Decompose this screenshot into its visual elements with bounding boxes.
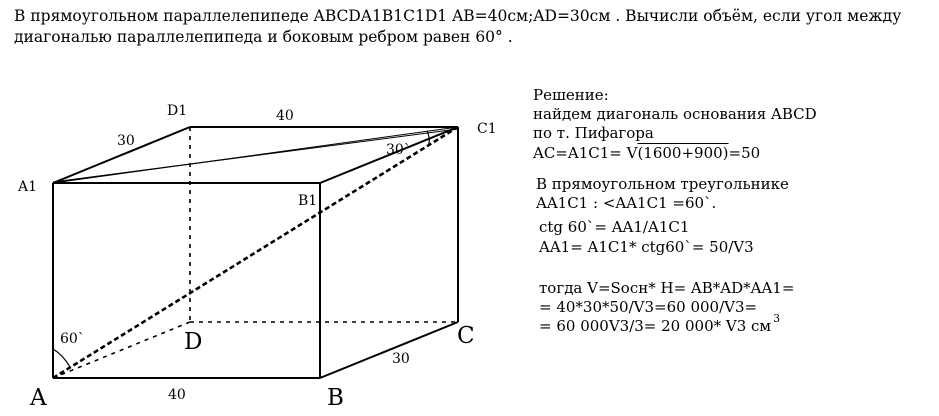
angle-arc-a bbox=[53, 349, 70, 367]
vertex-label-a: A bbox=[30, 385, 47, 411]
vertex-label-b1: B1 bbox=[298, 193, 318, 209]
vertex-label-c: C bbox=[457, 323, 475, 349]
vertex-label-d1: D1 bbox=[167, 103, 188, 119]
volume-line-3 bbox=[539, 312, 781, 337]
edge-b-c bbox=[320, 322, 458, 378]
vertex-label-d: D bbox=[184, 329, 203, 355]
solution-step-1: найдем диагональ основания ABCD bbox=[533, 105, 817, 123]
edge-label-d1-c1: 40 bbox=[276, 108, 294, 124]
step3-prefix: AC=A1C1= V bbox=[533, 144, 638, 162]
solution-step-2: по т. Пифагора bbox=[533, 124, 654, 142]
aa1-line: AA1= A1C1* ctg60`= 50/V3 bbox=[539, 238, 754, 256]
step3-radicand: (1600+900) bbox=[637, 144, 729, 162]
volume-line-1: тогда V=Sосн* H= AB*AD*AA1= bbox=[539, 279, 795, 297]
triangle-name: AA1C1 : <AA1C1 =60`. bbox=[536, 194, 717, 212]
angle-label-a: 60` bbox=[60, 331, 85, 347]
edge-label-a1-d1: 30 bbox=[117, 133, 135, 149]
triangle-intro: В прямоугольном треугольнике bbox=[536, 175, 789, 193]
problem-statement: В прямоугольном параллелепипеде ABCDA1B1C1D1 AB=40см;AD=30см . Вычисли объём, если угол между диагональю параллелепипеда и боковым ребром равен 60° . bbox=[14, 7, 902, 46]
volume-line-3-text: = 60 000V3/3= 20 000* V3 см bbox=[539, 317, 772, 335]
solution-step-3 bbox=[533, 144, 760, 162]
vertex-label-c1: C1 bbox=[477, 121, 497, 137]
volume-unit-power: 3 bbox=[773, 312, 781, 325]
step3-suffix: =50 bbox=[728, 144, 761, 162]
angle-label-c1: 30` bbox=[386, 142, 411, 158]
diagonal-a-c1 bbox=[53, 127, 458, 378]
vertex-label-a1: A1 bbox=[18, 179, 38, 195]
vertex-label-b: B bbox=[327, 385, 344, 411]
volume-line-2: = 40*30*50/V3=60 000/V3= bbox=[539, 298, 758, 316]
edge-label-b-c: 30 bbox=[392, 351, 410, 367]
solution-title: Решение: bbox=[533, 86, 609, 104]
edge-label-a-b: 40 bbox=[168, 387, 186, 403]
ctg-line: ctg 60`= AA1/A1C1 bbox=[539, 218, 690, 236]
